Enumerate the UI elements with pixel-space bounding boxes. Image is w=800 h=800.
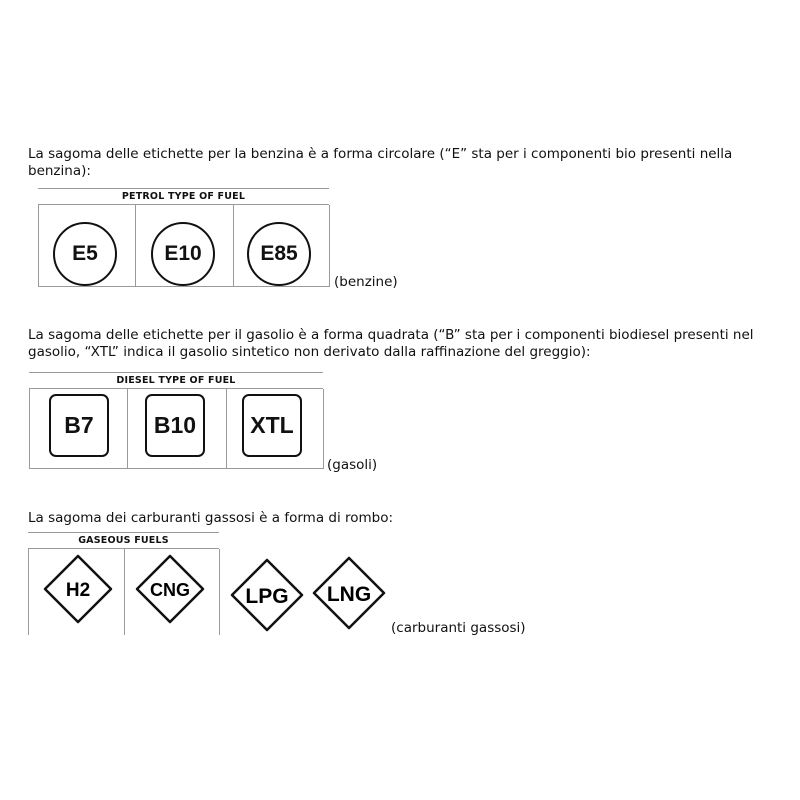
gaseous-cell-h2 xyxy=(28,549,125,635)
diesel-label-panel xyxy=(29,372,323,469)
xtl-square-label: XTL xyxy=(242,394,302,457)
lng-label-text: LNG xyxy=(326,583,372,606)
diesel-panel-title: DIESEL TYPE OF FUEL xyxy=(29,373,323,389)
b10-square-label: B10 xyxy=(145,394,205,457)
diesel-cell-b10 xyxy=(127,389,227,469)
e5-circle-label: E5 xyxy=(53,222,117,286)
petrol-cell-e10 xyxy=(135,205,234,287)
petrol-label-panel xyxy=(38,188,329,287)
gaseous-panel-title: GASEOUS FUELS xyxy=(28,533,219,549)
petrol-cell-e5 xyxy=(38,205,136,287)
gaseous-caption: (carburanti gassosi) xyxy=(391,620,526,636)
gaseous-label-panel xyxy=(28,532,219,633)
diesel-cell-b7 xyxy=(29,389,128,469)
petrol-description: La sagoma delle etichette per la benzina è a forma circolare (“E” sta per i componenti bio presenti nella benzina): xyxy=(28,146,733,179)
e10-circle-label: E10 xyxy=(151,222,215,286)
cng-label-text: CNG xyxy=(150,580,190,600)
b7-square-label: B7 xyxy=(49,394,109,457)
h2-diamond-label xyxy=(42,553,114,625)
diesel-cell-xtl xyxy=(226,389,324,469)
gaseous-description: La sagoma dei carburanti gassosi è a forma di rombo: xyxy=(28,510,394,526)
lpg-label-text: LPG xyxy=(245,585,289,608)
gaseous-cell-cng xyxy=(124,549,220,635)
diesel-caption: (gasoli) xyxy=(327,457,378,473)
lpg-diamond-label xyxy=(229,557,305,633)
petrol-caption: (benzine) xyxy=(334,274,398,290)
h2-label-text: H2 xyxy=(65,580,91,601)
cng-diamond-label xyxy=(134,553,206,625)
e85-circle-label: E85 xyxy=(247,222,311,286)
petrol-panel-title: PETROL TYPE OF FUEL xyxy=(38,189,329,205)
petrol-cell-e85 xyxy=(233,205,330,287)
diesel-description: La sagoma delle etichette per il gasolio è a forma quadrata (“B” sta per i componenti biodiesel presenti nel gasolio, “XTL” indica il gasolio sintetico non derivato dalla raffinazione del greggio): xyxy=(28,327,754,360)
lng-diamond-label xyxy=(311,555,387,631)
